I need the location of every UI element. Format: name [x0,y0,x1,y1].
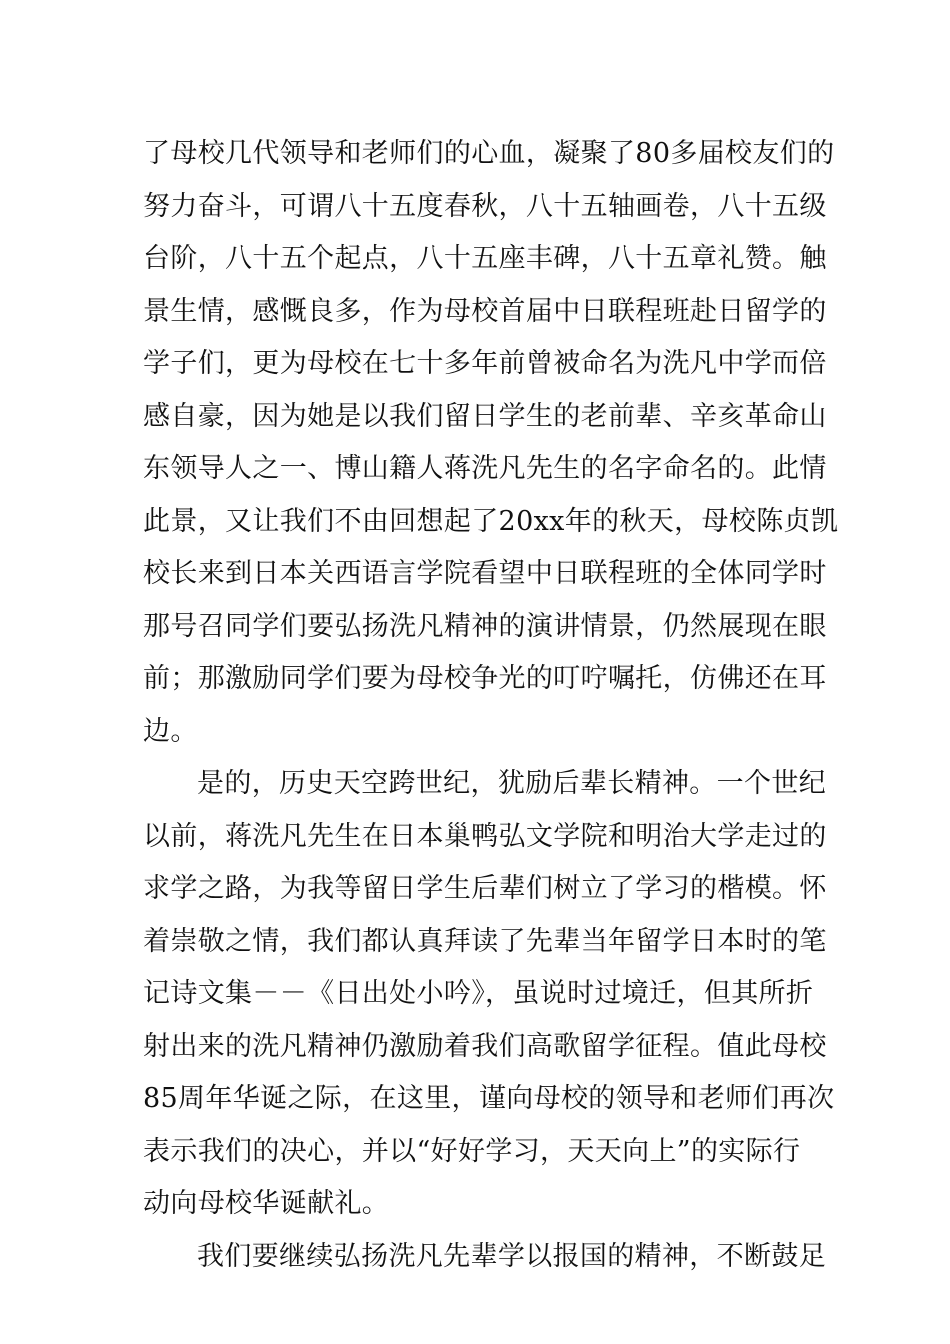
text-line: 学子们，更为母校在七十多年前曾被命名为洗凡中学而倍 [143,348,827,379]
paragraph-start-line: 是的，历史天空跨世纪，犹励后辈长精神。一个世纪 [197,768,827,799]
text-line: 前；那激励同学们要为母校争光的叮咛嘱托，仿佛还在耳 [143,663,827,694]
text-line: 那号召同学们要弘扬洗凡精神的演讲情景，仍然展现在眼 [143,610,827,642]
text-line: 景生情，感慨良多，作为母校首届中日联程班赴日留学的 [143,295,827,327]
text-line: 边。 [143,715,198,747]
text-line: 此景，又让我们不由回想起了20xx年的秋天，母校陈贞凯 [143,505,839,537]
body-text [143,128,839,1283]
text-line: 85周年华诞之际，在这里，谨向母校的领导和老师们再次 [143,1083,835,1114]
text-line: 表示我们的决心，并以“好好学习，天天向上”的实际行 [143,1135,801,1167]
text-line: 记诗文集－－《日出处小吟》，虽说时过境迁，但其所折 [143,978,814,1009]
text-line: 射出来的洗凡精神仍激励着我们高歌留学征程。值此母校 [143,1030,827,1062]
text-line: 感自豪，因为她是以我们留日学生的老前辈、辛亥革命山 [143,400,827,432]
text-line: 着崇敬之情，我们都认真拜读了先辈当年留学日本时的笔 [143,925,827,957]
paragraph-start-line: 我们要继续弘扬洗凡先辈学以报国的精神，不断鼓足 [197,1240,827,1272]
text-line: 校长来到日本关西语言学院看望中日联程班的全体同学时 [143,558,827,589]
text-line: 以前，蒋洗凡先生在日本巢鸭弘文学院和明治大学走过的 [143,820,827,852]
text-line: 努力奋斗，可谓八十五度春秋，八十五轴画卷，八十五级 [143,190,827,222]
text-line: 东领导人之一、博山籍人蒋洗凡先生的名字命名的。此情 [143,453,827,484]
text-line: 动向母校华诞献礼。 [143,1188,390,1219]
text-line: 求学之路，为我等留日学生后辈们树立了学习的楷模。怀 [143,873,827,904]
text-line: 台阶，八十五个起点，八十五座丰碑，八十五章礼赞。触 [143,243,827,274]
text-line: 了母校几代领导和老师们的心血，凝聚了80多届校友们的 [143,138,835,169]
